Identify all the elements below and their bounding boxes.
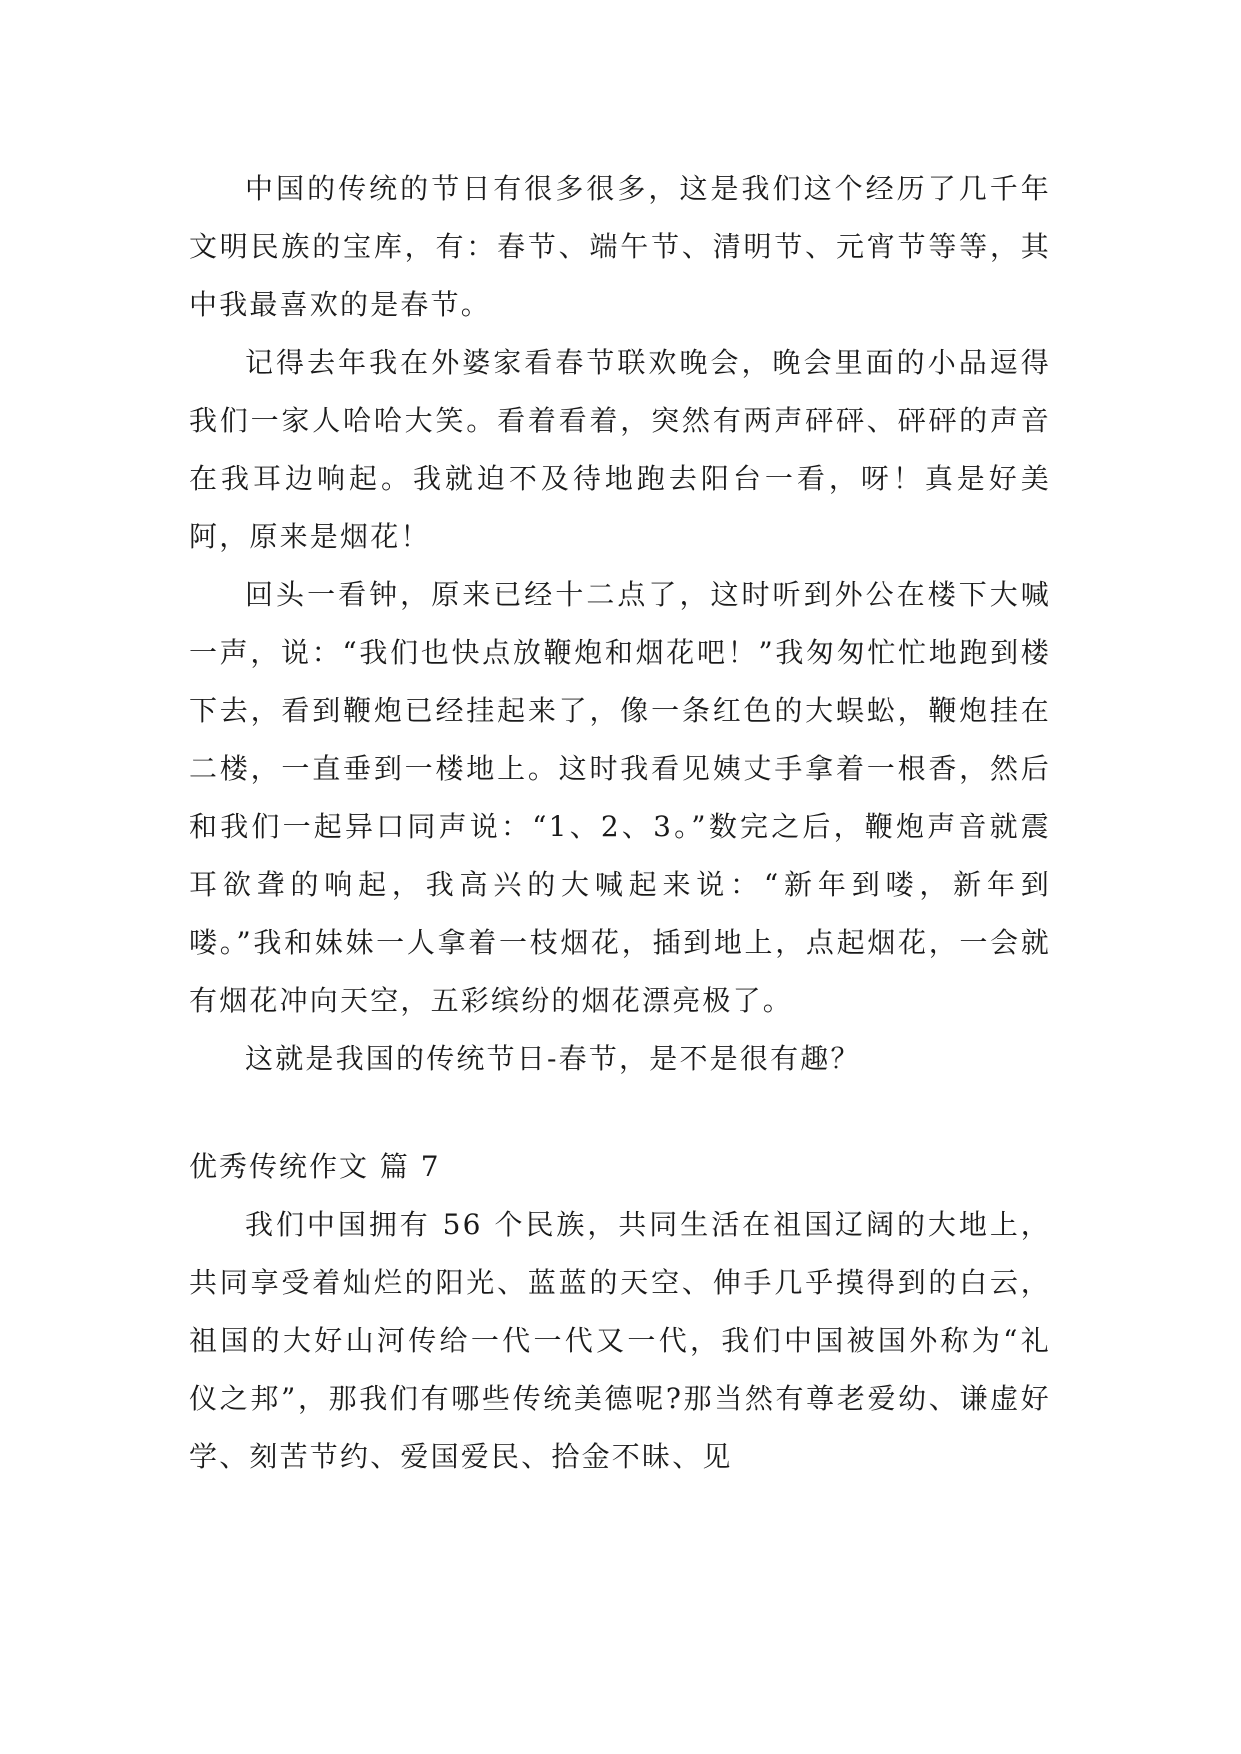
paragraph-traditional-virtues: 我们中国拥有 56 个民族，共同生活在祖国辽阔的大地上，共同享受着灿烂的阳光、蓝蓝的天空、伸手几乎摸得到的白云，祖国的大好山河传给一代一代又一代，我们中国被国外称为“礼仪之邦”，那我们有哪些传统美德呢?那当然有尊老爱幼、谦虚好学、刻苦节约、爱国爱民、拾金不昧、见: [189, 1208, 1051, 1473]
section-title: 优秀传统作文 篇 7: [189, 1150, 441, 1183]
paragraph-festivals-intro: 中国的传统的节日有很多很多，这是我们这个经历了几千年文明民族的宝库，有：春节、端午节、清明节、元宵节等等，其中我最喜欢的是春节。: [189, 172, 1051, 321]
paragraph-fireworks-memory: 记得去年我在外婆家看春节联欢晚会，晚会里面的小品逗得我们一家人哈哈大笑。看着看着，突然有两声砰砰、砰砰的声音在我耳边响起。我就迫不及待地跑去阳台一看，呀！真是好美阿，原来是烟花！: [189, 346, 1051, 553]
paragraph-conclusion: 这就是我国的传统节日-春节，是不是很有趣？: [245, 1042, 861, 1075]
document-page: [189, 160, 1051, 1486]
paragraph-new-year-celebration: 回头一看钟，原来已经十二点了，这时听到外公在楼下大喊一声，说：“我们也快点放鞭炮和烟花吧！”我匆匆忙忙地跑到楼下去，看到鞭炮已经挂起来了，像一条红色的大蜈蚣，鞭炮挂在二楼，一直垂到一楼地上。这时我看见姨丈手拿着一根香，然后和我们一起异口同声说：“1、2、3。”数完之后，鞭炮声音就震耳欲聋的响起，我高兴的大喊起来说：“新年到喽，新年到喽。”我和妹妹一人拿着一枝烟花，插到地上，点起烟花，一会就有烟花冲向天空，五彩缤纷的烟花漂亮极了。: [189, 578, 1051, 1017]
